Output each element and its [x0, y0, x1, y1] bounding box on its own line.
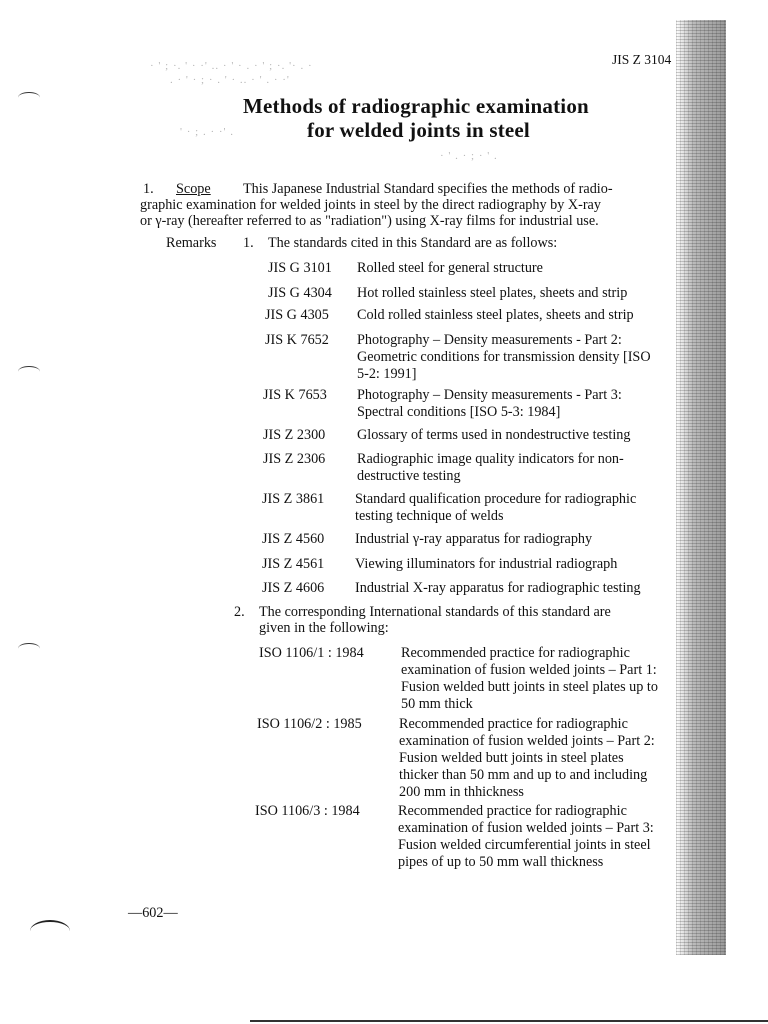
reference-title: Viewing illuminators for industrial radiograph [355, 556, 618, 572]
reference-code: JIS G 3101 [268, 260, 332, 276]
reference-code: JIS Z 4561 [262, 556, 325, 572]
document-title-line-1: Methods of radiographic examination [243, 94, 589, 118]
punch-hole-mark [18, 643, 40, 654]
reference-code: ISO 1106/2 : 1985 [257, 716, 362, 732]
remark-text: given in the following: [259, 620, 389, 636]
remark-number: 2. [234, 604, 245, 620]
reference-code: JIS G 4304 [268, 285, 332, 301]
remarks-label: Remarks [166, 235, 217, 251]
bleed-through-noise: · ' . · ; · ' . [440, 150, 498, 162]
bleed-through-noise: . · ' · ; · . ' · .. · ' . · ·' [170, 74, 290, 86]
reference-title: Photography – Density measurements - Part 2: Geometric conditions for transmission density [ISO 5-2: 1991] [357, 332, 651, 382]
remark-text: The corresponding International standards of this standard are [259, 604, 611, 620]
reference-code: JIS Z 2306 [263, 451, 326, 467]
reference-code: JIS Z 4606 [262, 580, 325, 596]
reference-code: JIS K 7653 [263, 387, 327, 403]
reference-title: Rolled steel for general structure [357, 260, 543, 276]
binding-shadow [676, 20, 726, 955]
remark-number: 1. [243, 235, 254, 251]
bottom-rule [250, 1020, 768, 1022]
scope-text-line: or γ-ray (hereafter referred to as "radiation") using X-ray films for industrial use. [140, 213, 599, 229]
scope-text-line: graphic examination for welded joints in steel by the direct radiography by X-ray [140, 197, 601, 213]
reference-title: Recommended practice for radiographic examination of fusion welded joints – Part 3: Fusion welded circumferential joints in steel pipes of up to 50 mm wall thickness [398, 803, 654, 870]
bleed-through-noise: ' · ; . · ·' . [180, 126, 235, 138]
reference-code: JIS K 7652 [265, 332, 329, 348]
punch-hole-mark [30, 920, 70, 942]
reference-title: Cold rolled stainless steel plates, sheets and strip [357, 307, 634, 323]
reference-title: Industrial X-ray apparatus for radiographic testing [355, 580, 641, 596]
reference-code: ISO 1106/1 : 1984 [259, 645, 364, 661]
bleed-through-noise: · ' ; ·. ' · ·' .. · ' · . · ' ; ·. '· . · [150, 60, 313, 72]
page-number: —602— [128, 905, 178, 921]
document-title-line-2: for welded joints in steel [307, 118, 530, 142]
section-number: 1. [143, 181, 154, 197]
reference-title: Standard qualification procedure for radiographic testing technique of welds [355, 491, 637, 524]
punch-hole-mark [18, 366, 40, 377]
reference-code: JIS G 4305 [265, 307, 329, 323]
reference-title: Hot rolled stainless steel plates, sheets and strip [357, 285, 628, 301]
reference-title: Radiographic image quality indicators for non- destructive testing [357, 451, 624, 484]
reference-title: Industrial γ-ray apparatus for radiography [355, 531, 593, 547]
reference-title: Photography – Density measurements - Part 3: Spectral conditions [ISO 5-3: 1984] [357, 387, 622, 420]
reference-title: Recommended practice for radiographic examination of fusion welded joints – Part 2: Fusion welded butt joints in steel plates thicker than 50 mm and up to and including 200 mm in thhickness [399, 716, 655, 800]
remark-text: The standards cited in this Standard are as follows: [268, 235, 558, 251]
standard-designation: JIS Z 3104 [612, 52, 672, 67]
reference-code: JIS Z 4560 [262, 531, 325, 547]
punch-hole-mark [18, 92, 40, 103]
reference-code: JIS Z 2300 [263, 427, 326, 443]
scope-text-line: This Japanese Industrial Standard specifies the methods of radio- [243, 181, 613, 197]
reference-code: ISO 1106/3 : 1984 [255, 803, 360, 819]
reference-title: Recommended practice for radiographic examination of fusion welded joints – Part 1: Fusion welded butt joints in steel plates up to 50 mm thick [401, 645, 658, 712]
reference-code: JIS Z 3861 [262, 491, 325, 507]
reference-title: Glossary of terms used in nondestructive testing [357, 427, 631, 443]
section-heading: Scope [176, 181, 211, 197]
